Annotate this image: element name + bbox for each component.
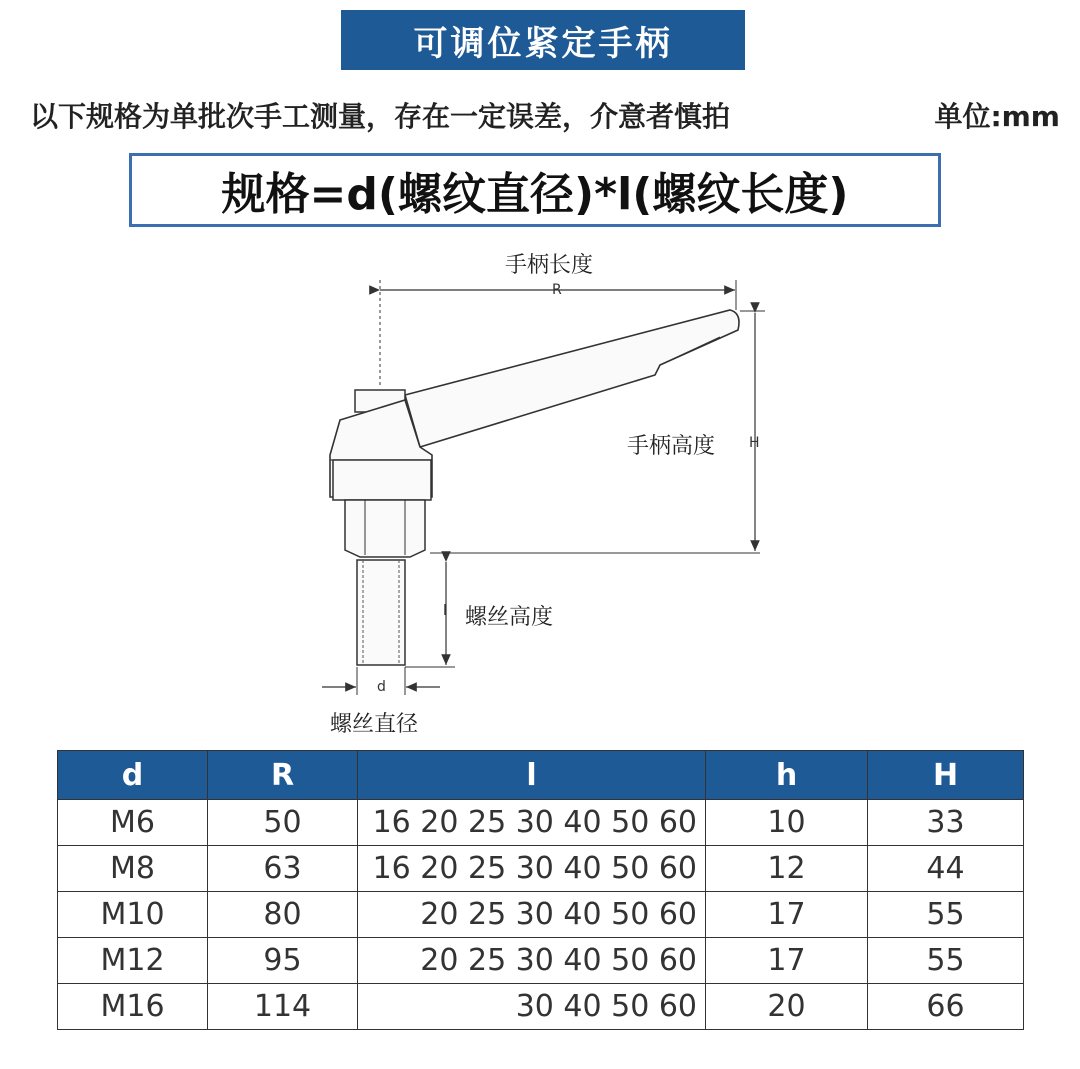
- cell-h-large: 55: [868, 938, 1024, 984]
- cell-h-small: 12: [706, 846, 868, 892]
- table-row: [58, 846, 1024, 892]
- header-r: R: [208, 751, 358, 800]
- header-l: l: [358, 751, 706, 800]
- table-row: [58, 892, 1024, 938]
- cell-h-large: 44: [868, 846, 1024, 892]
- cell-l: 20 25 30 40 50 60: [358, 892, 706, 938]
- handle-length-symbol: R: [552, 282, 562, 298]
- cell-h-large: 66: [868, 984, 1024, 1030]
- handle-drawing: [0, 235, 1080, 745]
- cell-r: 63: [208, 846, 358, 892]
- measurement-notice: [30, 92, 1060, 138]
- spec-table: [57, 750, 1024, 1030]
- handle-length-label: 手柄长度: [505, 253, 594, 278]
- unit-label: 单位:mm: [934, 100, 1060, 133]
- page-title: 可调位紧定手柄: [341, 10, 745, 70]
- handle-diagram: [0, 235, 1080, 745]
- cell-h-small: 20: [706, 984, 868, 1030]
- cell-r: 114: [208, 984, 358, 1030]
- cell-r: 80: [208, 892, 358, 938]
- cell-r: 95: [208, 938, 358, 984]
- table-row: [58, 984, 1024, 1030]
- cell-h-small: 17: [706, 892, 868, 938]
- thread-diameter-label: 螺丝直径: [330, 712, 419, 737]
- thread-diameter-symbol: d: [377, 679, 386, 695]
- spec-formula: 规格=d(螺纹直径)*l(螺纹长度): [129, 153, 941, 227]
- handle-height-symbol: H: [749, 435, 760, 451]
- cell-h-large: 55: [868, 892, 1024, 938]
- cell-h-large: 33: [868, 800, 1024, 846]
- cell-d: M10: [58, 892, 208, 938]
- cell-l: 16 20 25 30 40 50 60: [358, 800, 706, 846]
- table-header-row: [58, 751, 1024, 800]
- cell-d: M12: [58, 938, 208, 984]
- cell-h-small: 17: [706, 938, 868, 984]
- cell-l: 20 25 30 40 50 60: [358, 938, 706, 984]
- table-row: [58, 800, 1024, 846]
- header-h-small: h: [706, 751, 868, 800]
- cell-h-small: 10: [706, 800, 868, 846]
- thread-height-label: 螺丝高度: [465, 605, 554, 630]
- cell-r: 50: [208, 800, 358, 846]
- cell-d: M16: [58, 984, 208, 1030]
- notice-text: 以下规格为单批次手工测量，存在一定误差，介意者慎拍: [30, 100, 731, 133]
- handle-height-label: 手柄高度: [627, 434, 716, 459]
- cell-d: M8: [58, 846, 208, 892]
- cell-d: M6: [58, 800, 208, 846]
- cell-l: 16 20 25 30 40 50 60: [358, 846, 706, 892]
- thread-height-symbol: l: [443, 603, 447, 619]
- cell-l: 30 40 50 60: [358, 984, 706, 1030]
- table-row: [58, 938, 1024, 984]
- header-d: d: [58, 751, 208, 800]
- header-h-large: H: [868, 751, 1024, 800]
